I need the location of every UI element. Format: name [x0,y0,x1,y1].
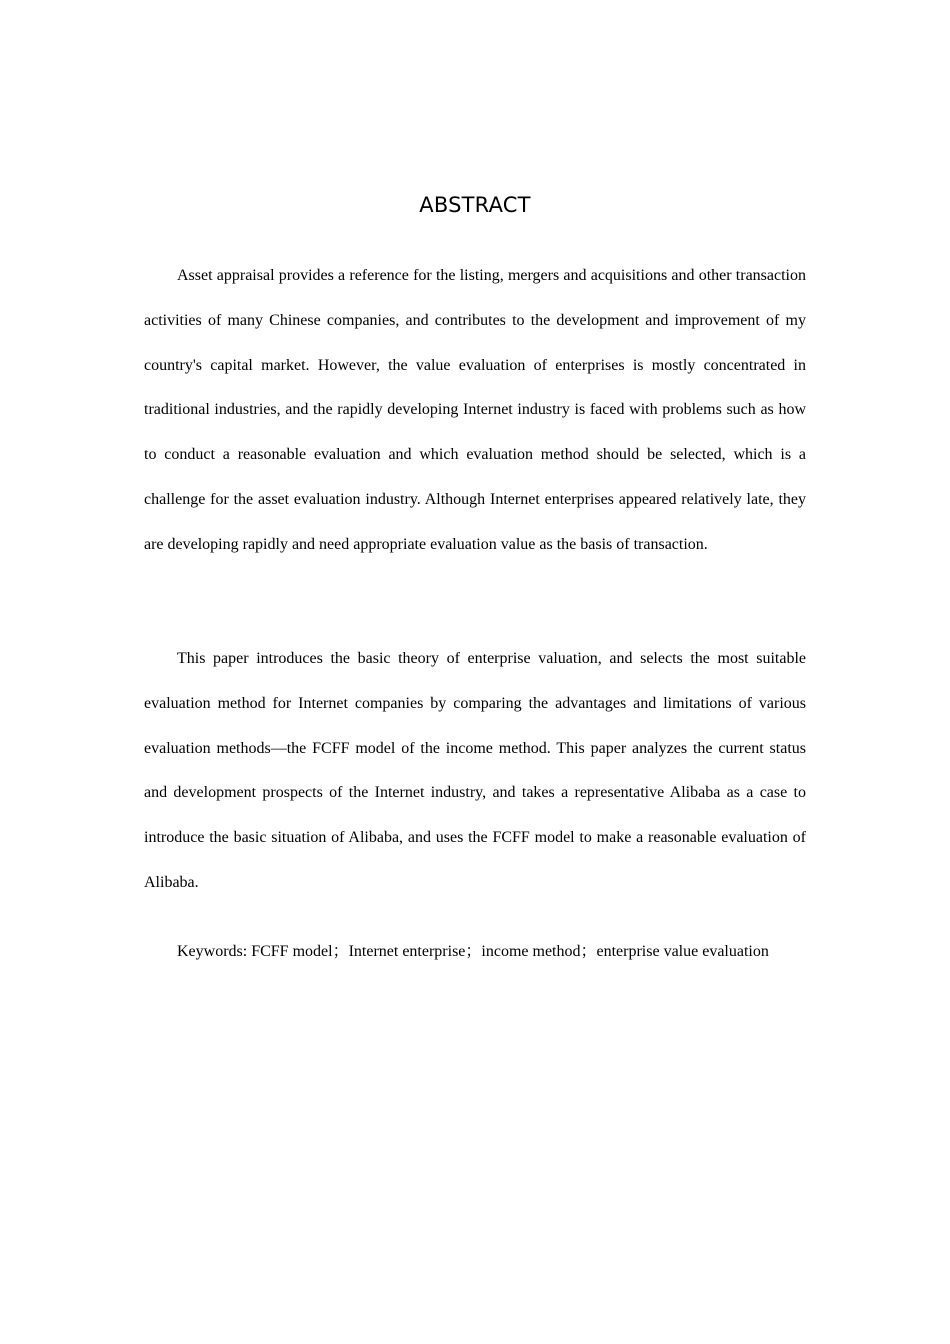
abstract-paragraph-1: Asset appraisal provides a reference for the listing, mergers and acquisitions and other transaction activities of many Chinese companies, and contributes to the development and improvement of my country's capital market. However, the value evaluation of enterprises is mostly concentrated in traditional industries, and the rapidly developing Internet industry is faced with problems such as how to conduct a reasonable evaluation and which evaluation method should be selected, which is a challenge for the asset evaluation industry. Although Internet enterprises appeared relatively late, they are developing rapidly and need appropriate evaluation value as the basis of transaction. [144,267,806,553]
abstract-paragraph-2: This paper introduces the basic theory of enterprise valuation, and selects the most suitable evaluation method for Internet companies by comparing the advantages and limitations of various evaluation methods—the FCFF model of the income method. This paper analyzes the current status and development prospects of the Internet industry, and takes a representative Alibaba as a case to introduce the basic situation of Alibaba, and uses the FCFF model to make a reasonable evaluation of Alibaba. [144,650,806,891]
keywords-line: Keywords: FCFF model；Internet enterprise；income method；enterprise value evaluation [177,943,769,960]
abstract-heading: ABSTRACT [419,193,531,217]
